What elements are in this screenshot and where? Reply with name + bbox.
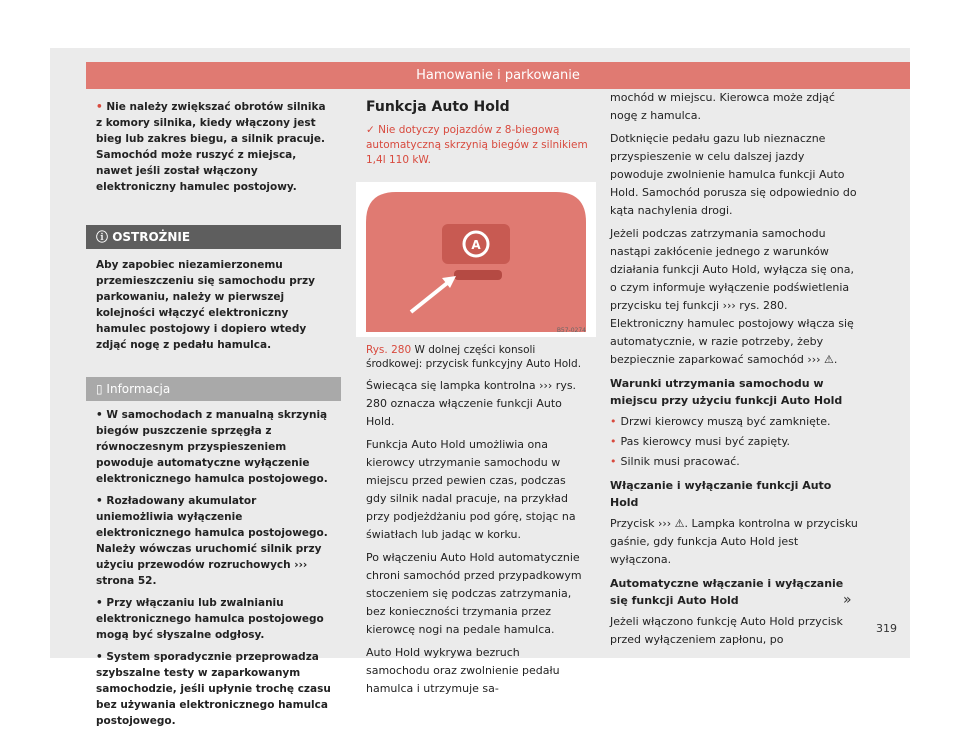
paragraph: Jeżeli włączono funkcję Auto Hold przycisk przed wyłączeniem zapłonu, po bbox=[610, 615, 843, 646]
figure-280 bbox=[356, 182, 596, 337]
paragraph: Świecąca się lampka kontrolna ››› rys. 280 oznacza włączenie funkcji Auto Hold. bbox=[366, 379, 577, 428]
paragraph: Auto Hold wykrywa bezruch samochodu oraz zwolnienie pedału hamulca i utrzymuje sa- bbox=[366, 646, 560, 695]
middle-column bbox=[356, 89, 596, 703]
subheading: Warunki utrzymania samochodu w miejscu przy użyciu funkcji Auto Hold bbox=[610, 377, 843, 407]
list-item: • Silnik musi pracować. bbox=[610, 455, 740, 468]
paragraph: Funkcja Auto Hold umożliwia ona kierowcy utrzymanie samochodu w miejscu przed pewien czas, podczas gdy silnik nadal pracuje, na przykład przy podjeżdżaniu pod górę, stojąc na światłach lub jadąc w korku. bbox=[366, 438, 576, 541]
intro-body: Nie należy zwiększać obrotów silnika z komory silnika, kiedy włączony jest bieg lub zakres biegu, a silnik pracuje. Samochód może ruszyć z miejsca, nawet jeśli został włączony elektroniczny hamulec postojowy. bbox=[96, 101, 326, 193]
right-body-3 bbox=[610, 613, 860, 649]
list-item: • Pas kierowcy musi być zapięty. bbox=[610, 435, 790, 448]
warning-header: ⓘ OSTROŻNIE bbox=[86, 225, 341, 249]
svg-text:B57-0274: B57-0274 bbox=[556, 327, 586, 334]
right-column bbox=[610, 89, 860, 654]
caption-ref: Rys. 280 bbox=[366, 344, 412, 356]
continue-mark: » bbox=[843, 592, 852, 608]
info-item: • W samochodach z manualną skrzynią biegów puszczenie sprzęgła z równoczesnym przyspieszeniem powoduje automatyczne wyłączenie elektronicznego hamulca postojowego. bbox=[96, 409, 328, 485]
list-item: • Drzwi kierowcy muszą być zamknięte. bbox=[610, 415, 831, 428]
info-item: • Rozładowany akumulator uniemożliwia wyłączenie elektronicznego hamulca postojowego. Należy wówczas uruchomić silnik przy użyciu przewodów rozruchowych ››› strona 52. bbox=[96, 495, 328, 587]
applicability-note: ✓ Nie dotyczy pojazdów z 8-biegową automatyczną skrzynią biegów z silnikiem 1,4l 110 kW. bbox=[366, 124, 588, 166]
info-item: • Przy włączaniu lub zwalnianiu elektronicznego hamulca postojowego mogą być słyszalne odgłosy. bbox=[96, 597, 324, 641]
section-title: Funkcja Auto Hold bbox=[366, 99, 510, 115]
info-title: Informacja bbox=[106, 382, 171, 396]
info-header: ▯ Informacja bbox=[86, 377, 341, 401]
warning-text: Aby zapobiec niezamierzonemu przemieszczeniu się samochodu przy parkowaniu, należy w pierwszej kolejności włączyć elektroniczny hamulec postojowy i dopiero wtedy zdjąć nogę z pedału hamulca. bbox=[96, 259, 315, 351]
paragraph: Dotknięcie pedału gazu lub nieznaczne przyspieszenie w celu dalszej jazdy powoduje zwolnienie hamulca funkcji Auto Hold. Samochód porusza się odpowiednio do kąta nachylenia drogi. bbox=[610, 132, 857, 217]
paragraph: mochód w miejscu. Kierowca może zdjąć nogę z hamulca. bbox=[610, 91, 835, 122]
right-body-2 bbox=[610, 515, 860, 569]
paragraph: Przycisk ››› ⚠. Lampka kontrolna w przycisku gaśnie, gdy funkcja Auto Hold jest wyłączona. bbox=[610, 517, 858, 566]
warning-title: OSTROŻNIE bbox=[112, 230, 191, 244]
svg-text:A: A bbox=[471, 238, 481, 252]
paragraph: Po włączeniu Auto Hold automatycznie chroni samochód przed przypadkowym stoczeniem się podczas zatrzymania, bez konieczności trzymania przez kierowcę nogi na pedale hamulca. bbox=[366, 551, 582, 636]
subheading: Automatyczne włączanie i wyłączanie się funkcji Auto Hold bbox=[610, 577, 844, 607]
info-body bbox=[86, 401, 341, 745]
middle-body bbox=[356, 377, 596, 698]
left-column bbox=[86, 89, 341, 745]
conditions-list bbox=[610, 413, 860, 471]
page-number: 319 bbox=[876, 622, 897, 635]
auto-hold-figure bbox=[356, 182, 596, 337]
subheading: Włączanie i wyłączanie funkcji Auto Hold bbox=[610, 479, 832, 509]
figure-caption bbox=[356, 337, 596, 377]
intro-text: • Nie należy zwiększać obrotów silnika z komory silnika, kiedy włączony jest bieg lub zakres biegu, a silnik pracuje. Samochód może ruszyć z miejsca, nawet jeśli został włączony elektroniczny hamulec postojowy. bbox=[96, 101, 326, 193]
info-item: • System sporadycznie przeprowadza szybszalne testy w zaparkowanym samochodzie, jeśli upłynie trochę czasu bez używania elektronicznego hamulca postojowego. bbox=[96, 651, 331, 727]
right-body bbox=[610, 89, 860, 369]
paragraph: Jeżeli podczas zatrzymania samochodu nastąpi zakłócenie jednego z warunków działania funkcji Auto Hold, wyłącza się ona, o czym informuje wyłączenie podświetlenia przycisku tej funkcji ››› rys. 280. Elektroniczny hamulec postojowy włącza się automatycznie, w razie potrzeby, żeby bezpiecznie zaparkować samochód ››› ⚠. bbox=[610, 227, 855, 366]
page-header: Hamowanie i parkowanie bbox=[86, 62, 910, 89]
caption-text: W dolnej części konsoli środkowej: przycisk funkcyjny Auto Hold. bbox=[366, 344, 582, 370]
